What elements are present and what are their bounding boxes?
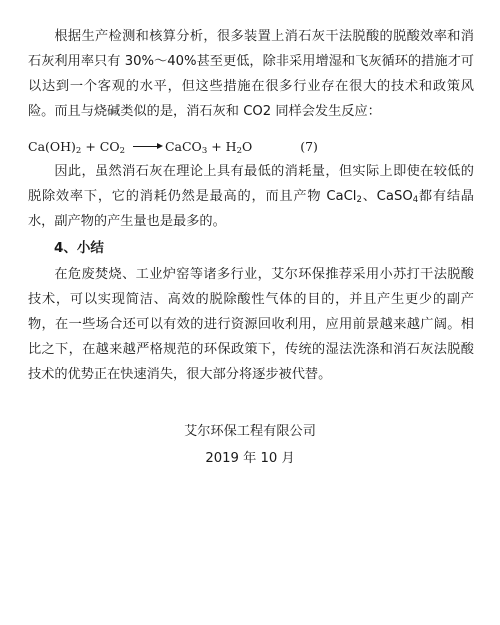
paragraph-3-text: 在危废焚烧、工业炉窑等诸多行业，艾尔环保推荐采用小苏打干法脱酸技术，可以实现简洁、高效的脱除酸性气体的目的，并且产生更少的副产物，在一些场合还可以有效的进行资源回收利用，应用前景越来越广阔。相比之下，在越来越严格规范的环保政策下，传统的湿法洗涤和消石灰法脱酸技术的优势正在快速消失，很大部分将逐步被代替。 xyxy=(28,267,474,382)
reaction-equation xyxy=(28,134,318,159)
paragraph-limestone-efficiency xyxy=(28,24,474,124)
paragraph-2-part-2: 、CaSO xyxy=(361,189,413,204)
formula-rhs-2: + H xyxy=(207,139,237,154)
paragraph-consumption xyxy=(28,159,474,234)
formula-lhs-2-sub: 2 xyxy=(119,146,125,156)
formula-rhs-3: O xyxy=(241,139,253,154)
document-date: 2019 年 10 月 xyxy=(205,451,295,466)
company-name: 艾尔环保工程有限公司 xyxy=(184,424,316,439)
equation-number: (7) xyxy=(300,139,318,154)
reaction-arrow-icon xyxy=(133,146,159,148)
formula-lhs-1-sub: 2 xyxy=(75,146,82,156)
paragraph-2-part-3: 都有结晶水，副产物的产生量也是最多的。 xyxy=(28,189,474,229)
paragraph-2-sub-1: 2 xyxy=(356,195,362,205)
formula-lhs-2: + CO xyxy=(81,139,120,154)
paragraph-summary xyxy=(28,262,474,387)
section-heading: 4、小结 xyxy=(54,240,104,256)
formula-rhs-1-sub: 3 xyxy=(201,146,208,156)
paragraph-2-part-1: 因此，虽然消石灰在理论上具有最低的消耗量，但实际上即使在较低的脱除效率下，它的消耗仍然是最高的，而且产物 CaCl xyxy=(28,164,474,204)
formula-rhs-1: CaCO xyxy=(164,139,202,154)
formula-rhs-2-sub: 2 xyxy=(236,146,242,156)
paragraph-1-text: 根据生产检测和核算分析，很多装置上消石灰干法脱酸的脱酸效率和消石灰利用率只有 30%～40%甚至更低，除非采用增湿和飞灰循环的措施才可以达到一个客观的水平，但这些措施在很多行业存在很大的技术和政策风险。而且与烧碱类似的是，消石灰和 CO2 同样会发生反应： xyxy=(28,29,474,119)
paragraph-2-sub-2: 4 xyxy=(412,195,419,205)
formula-lhs-1: Ca(OH) xyxy=(28,139,76,154)
